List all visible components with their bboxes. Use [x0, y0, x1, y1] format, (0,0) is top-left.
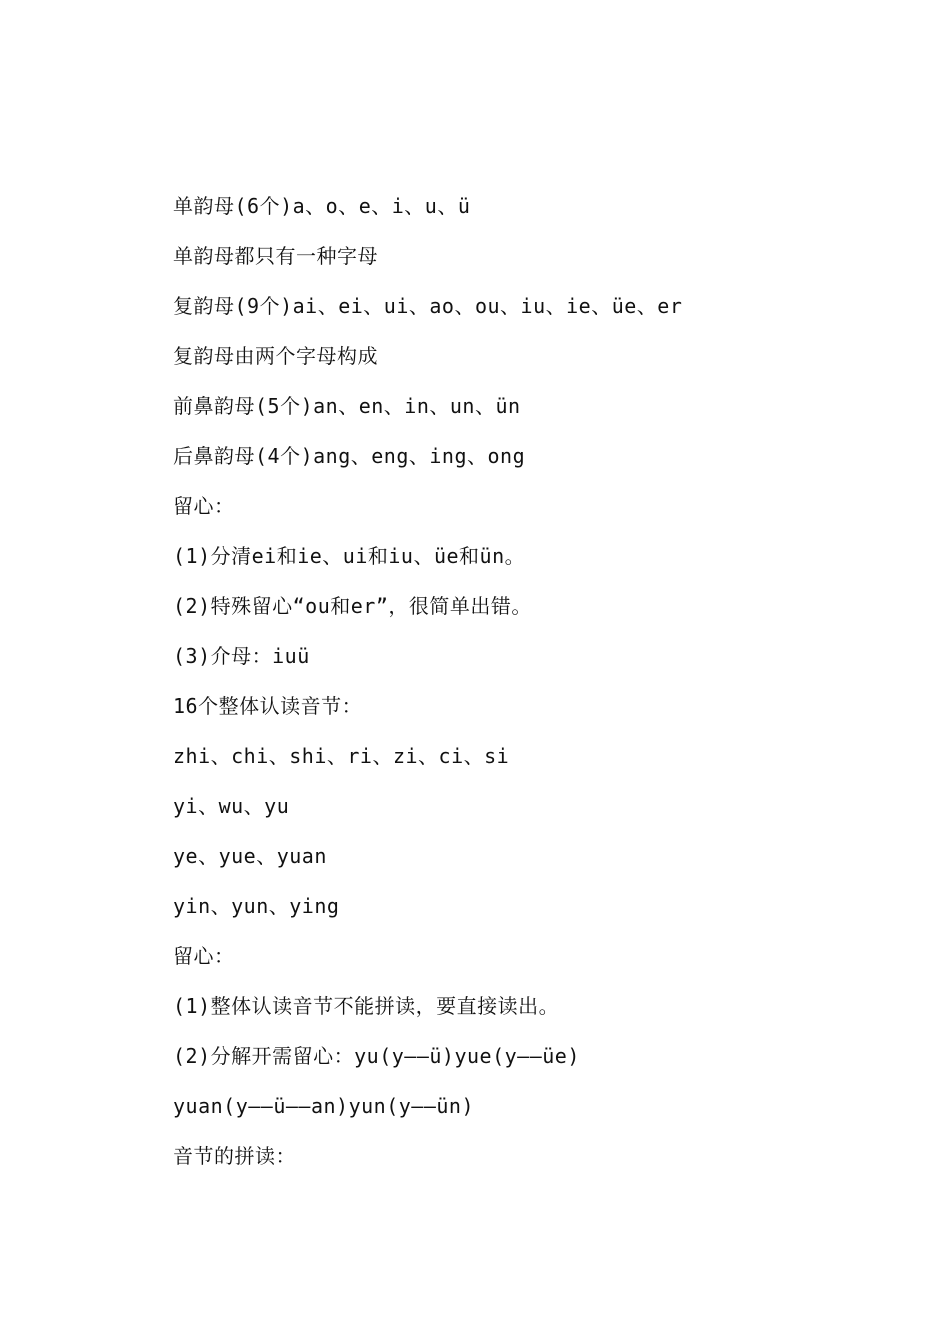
- text-line: yuan(y——ü——an)yun(y——ün): [173, 1094, 474, 1118]
- text-line: yin、yun、ying: [173, 894, 340, 918]
- text-line: 后鼻韵母(4个)ang、eng、ing、ong: [173, 444, 526, 468]
- section-heading: 音节的拼读：: [173, 1144, 296, 1168]
- text-line: (1)整体认读音节不能拼读，要直接读出。: [173, 994, 560, 1018]
- text-line: yi、wu、yu: [173, 794, 290, 818]
- text-line: 复韵母(9个)ai、ei、ui、ao、ou、iu、ie、üe、er: [173, 294, 683, 318]
- text-line: (2)特殊留心“ou和er”，很简单出错。: [173, 594, 532, 618]
- text-line: zhi、chi、shi、ri、zi、ci、si: [173, 744, 510, 768]
- text-line: 单韵母都只有一种字母: [173, 244, 378, 268]
- text-line: 前鼻韵母(5个)an、en、in、un、ün: [173, 394, 521, 418]
- text-line: 单韵母(6个)a、o、e、i、u、ü: [173, 194, 471, 218]
- text-line: (3)介母：iuü: [173, 644, 310, 668]
- text-line: (2)分解开需留心：yu(y——ü)yue(y——üe): [173, 1044, 580, 1068]
- section-heading: 留心：: [173, 494, 235, 518]
- text-line: ye、yue、yuan: [173, 844, 327, 868]
- section-heading: 留心：: [173, 944, 235, 968]
- section-heading: 16个整体认读音节：: [173, 694, 363, 718]
- document-body: [173, 181, 873, 1181]
- text-line: (1)分清ei和ie、ui和iu、üe和ün。: [173, 544, 526, 568]
- text-line: 复韵母由两个字母构成: [173, 344, 378, 368]
